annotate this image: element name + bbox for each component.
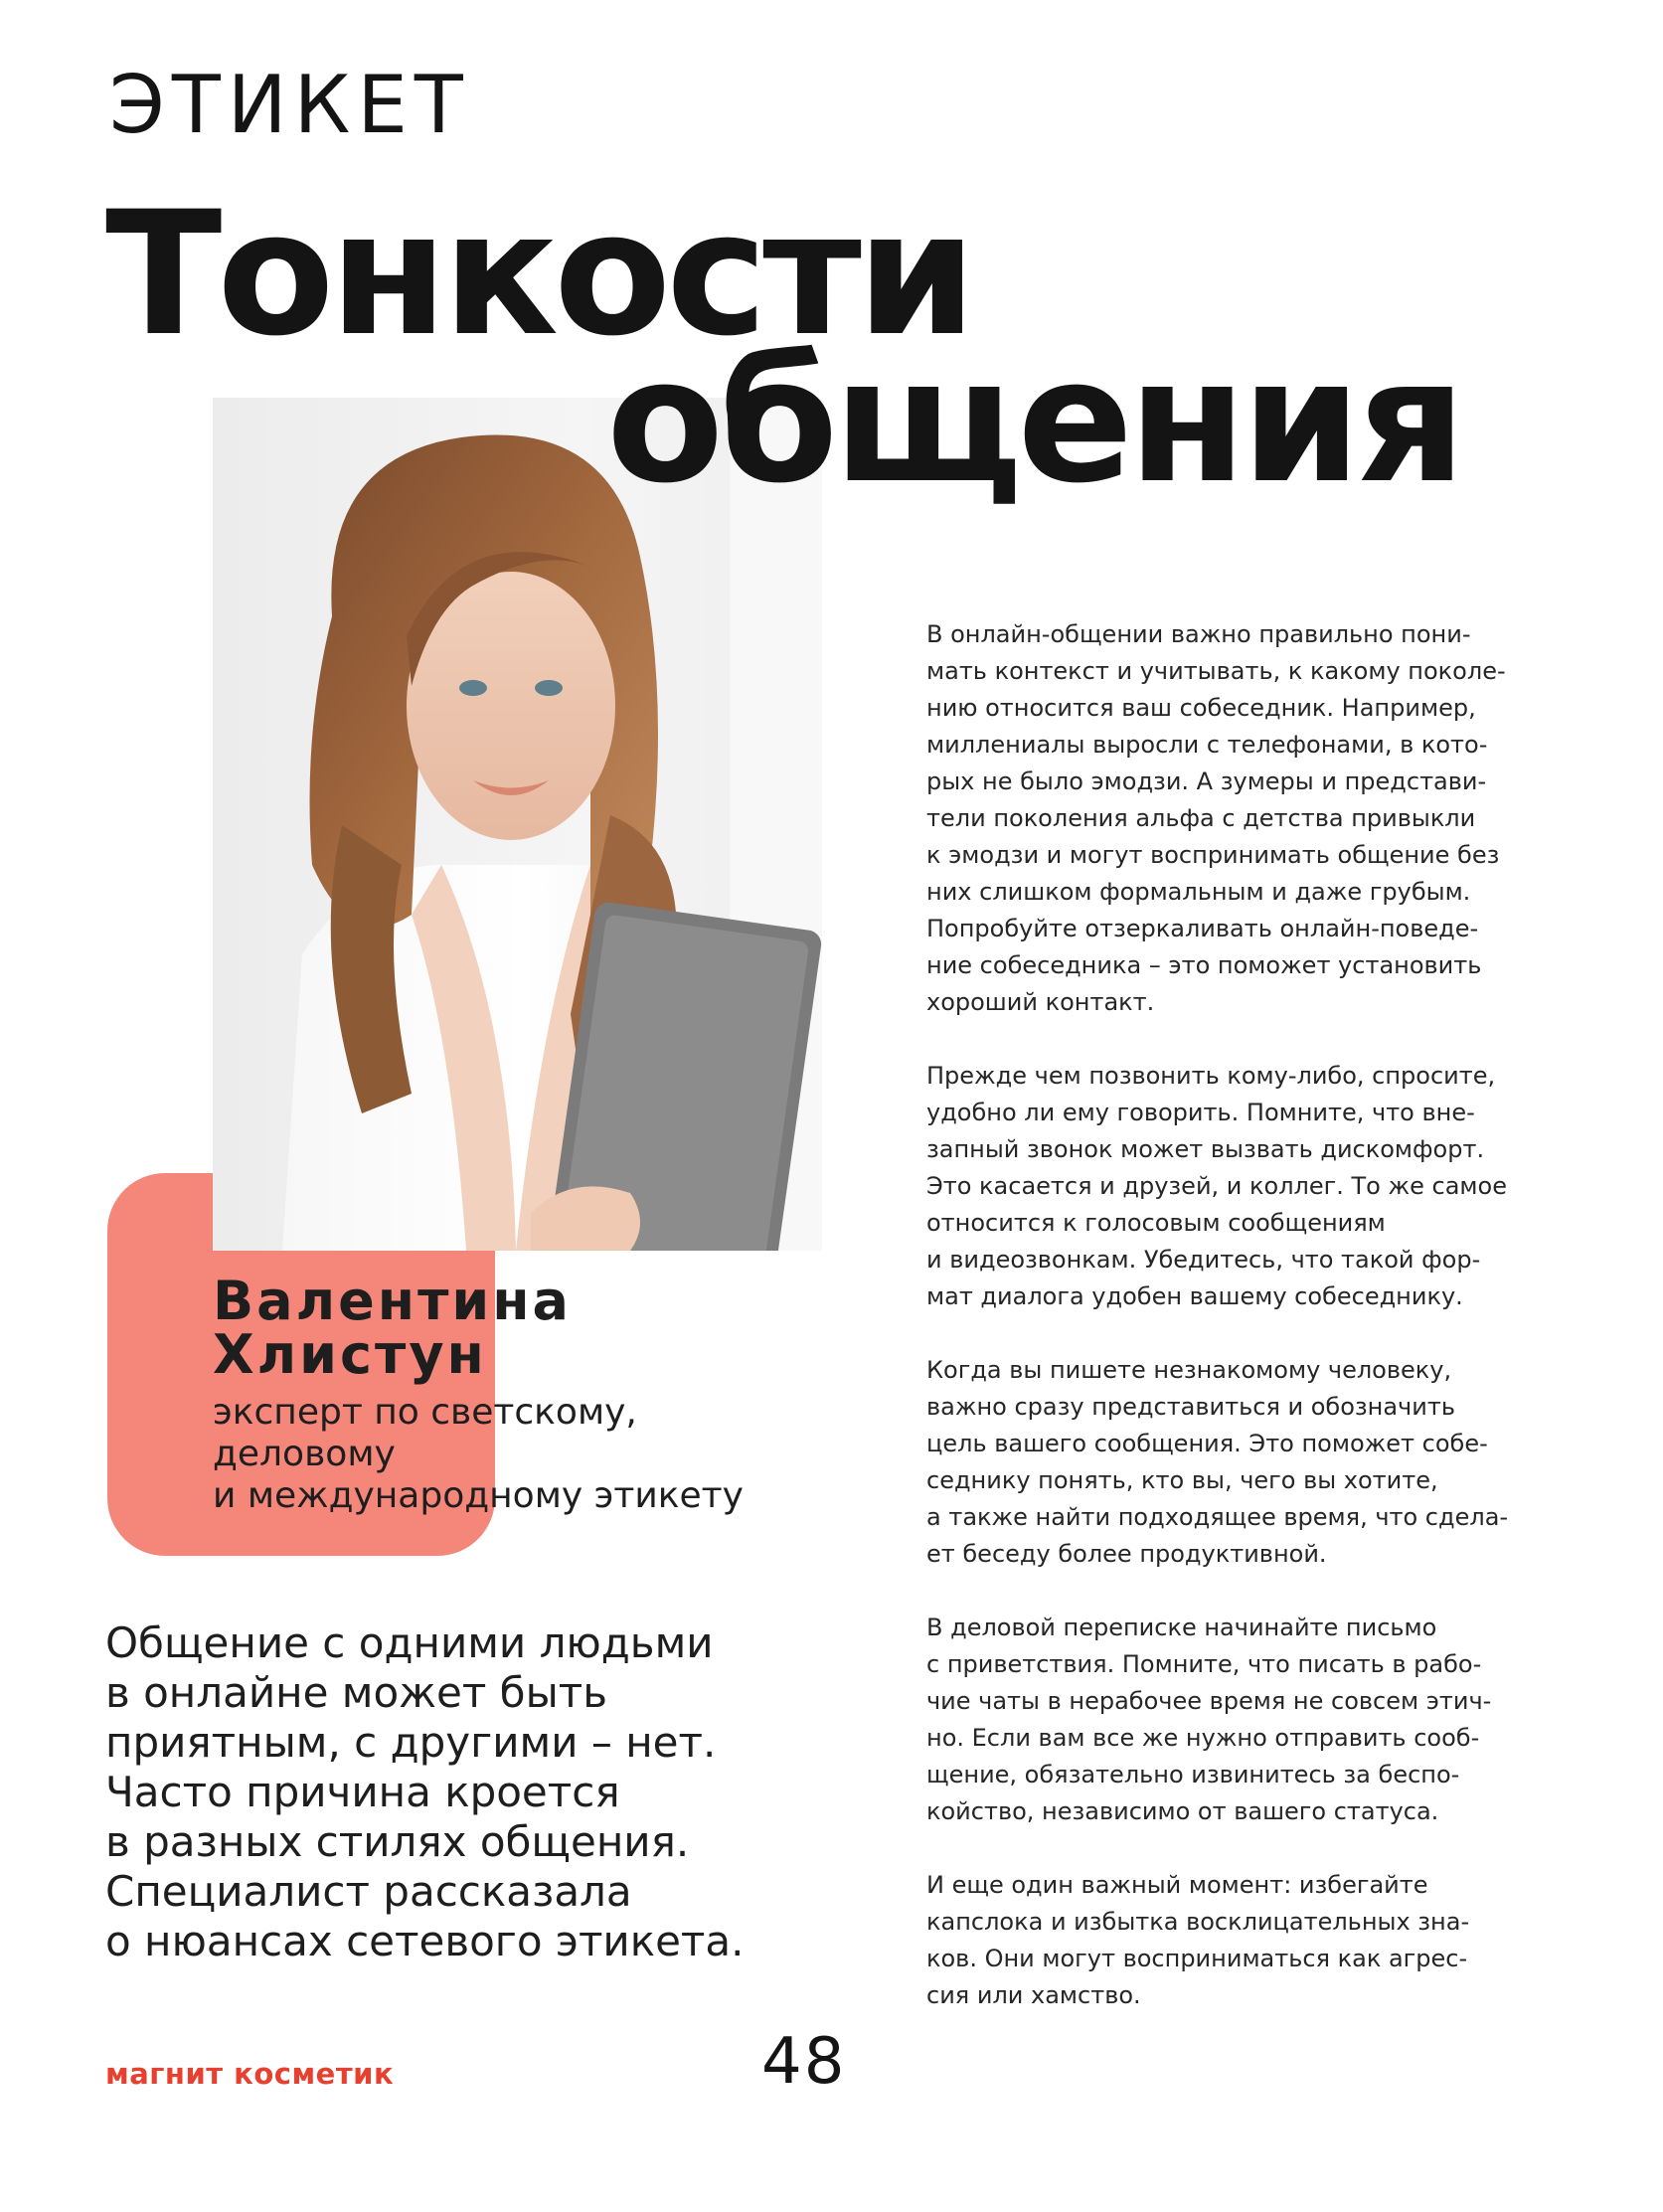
lead-paragraph xyxy=(105,1618,861,1966)
body-line: Это касается и друзей, и коллег. То же самое xyxy=(926,1172,1507,1200)
body-line: них слишком формальным и даже грубым. xyxy=(926,878,1471,906)
lead-line: Часто причина кроется xyxy=(105,1768,620,1816)
body-line: а также найти подходящее время, что сдела- xyxy=(926,1503,1509,1531)
lead-line: в онлайне может быть xyxy=(105,1668,607,1717)
body-line: Прежде чем позвонить кому-либо, спросите, xyxy=(926,1062,1496,1090)
body-line: седнику понять, кто вы, чего вы хотите, xyxy=(926,1466,1438,1494)
body-line: Попробуйте отзеркаливать онлайн-поведе- xyxy=(926,915,1479,942)
body-line: мать контекст и учитывать, к какому поколе- xyxy=(926,657,1506,685)
expert-last-name: Хлистун xyxy=(213,1323,487,1386)
body-line: но. Если вам все же нужно отправить сооб- xyxy=(926,1724,1480,1752)
body-paragraph xyxy=(926,1867,1543,2014)
body-line: к эмодзи и могут воспринимать общение без xyxy=(926,841,1500,869)
expert-role-line: деловому xyxy=(213,1434,396,1474)
body-line: ет беседу более продуктивной. xyxy=(926,1540,1327,1568)
body-paragraph xyxy=(926,1610,1543,1830)
lead-line: в разных стилях общения. xyxy=(105,1817,690,1866)
body-line: капслока и избытка восклицательных зна- xyxy=(926,1908,1470,1936)
article-title-line-1: Тонкости xyxy=(105,174,972,374)
body-line: запный звонок может вызвать дискомфорт. xyxy=(926,1135,1485,1163)
article-title-line-2: общения xyxy=(606,321,1461,521)
body-line: В деловой переписке начинайте письмо xyxy=(926,1614,1437,1641)
expert-name xyxy=(213,1270,572,1386)
body-line: сия или хамство. xyxy=(926,1981,1141,2009)
body-line: В онлайн-общении важно правильно пони- xyxy=(926,620,1471,648)
body-line: нию относится ваш собеседник. Например, xyxy=(926,694,1476,722)
lead-line: о нюансах сетевого этикета. xyxy=(105,1917,745,1965)
body-line: важно сразу представиться и обозначить xyxy=(926,1393,1455,1421)
body-paragraph xyxy=(926,1058,1543,1315)
body-line: удобно ли ему говорить. Помните, что вне- xyxy=(926,1099,1475,1126)
expert-role xyxy=(213,1392,928,1517)
expert-role-line: и международному этикету xyxy=(213,1475,744,1516)
body-line: Когда вы пишете незнакомому человеку, xyxy=(926,1356,1452,1384)
body-line: чие чаты в нерабочее время не совсем этич- xyxy=(926,1687,1492,1715)
lead-line: приятным, с другими – нет. xyxy=(105,1718,717,1767)
expert-first-name: Валентина xyxy=(213,1270,572,1332)
body-line: с приветствия. Помните, что писать в рабо- xyxy=(926,1650,1482,1678)
expert-role-line: эксперт по светскому, xyxy=(213,1392,637,1433)
body-paragraph xyxy=(926,616,1543,1021)
section-label: ЭТИКЕТ xyxy=(109,59,470,151)
body-paragraph xyxy=(926,1352,1543,1573)
expert-portrait-photo xyxy=(213,398,822,1251)
page-number: 48 xyxy=(761,2025,847,2099)
body-line: щение, обязательно извинитесь за беспо- xyxy=(926,1761,1460,1788)
body-line: хороший контакт. xyxy=(926,988,1155,1016)
brand-logo: магнит косметик xyxy=(105,2057,395,2091)
body-line: И еще один важный момент: избегайте xyxy=(926,1871,1428,1899)
body-line: ние собеседника – это поможет установить xyxy=(926,951,1482,979)
body-line: койство, независимо от вашего статуса. xyxy=(926,1797,1439,1825)
article-body xyxy=(926,616,1543,2051)
body-line: тели поколения альфа с детства привыкли xyxy=(926,804,1476,832)
body-line: и видеозвонкам. Убедитесь, что такой фор- xyxy=(926,1246,1481,1274)
body-line: относится к голосовым сообщениям xyxy=(926,1209,1386,1237)
body-line: миллениалы выросли с телефонами, в кото- xyxy=(926,731,1488,759)
body-line: цель вашего сообщения. Это поможет собе- xyxy=(926,1430,1488,1457)
body-line: мат диалога удобен вашему собеседнику. xyxy=(926,1282,1463,1310)
lead-line: Специалист рассказала xyxy=(105,1867,632,1916)
body-line: рых не было эмодзи. А зумеры и представи- xyxy=(926,767,1487,795)
lead-line: Общение с одними людьми xyxy=(105,1618,714,1667)
body-line: ков. Они могут восприниматься как агрес- xyxy=(926,1945,1468,1972)
